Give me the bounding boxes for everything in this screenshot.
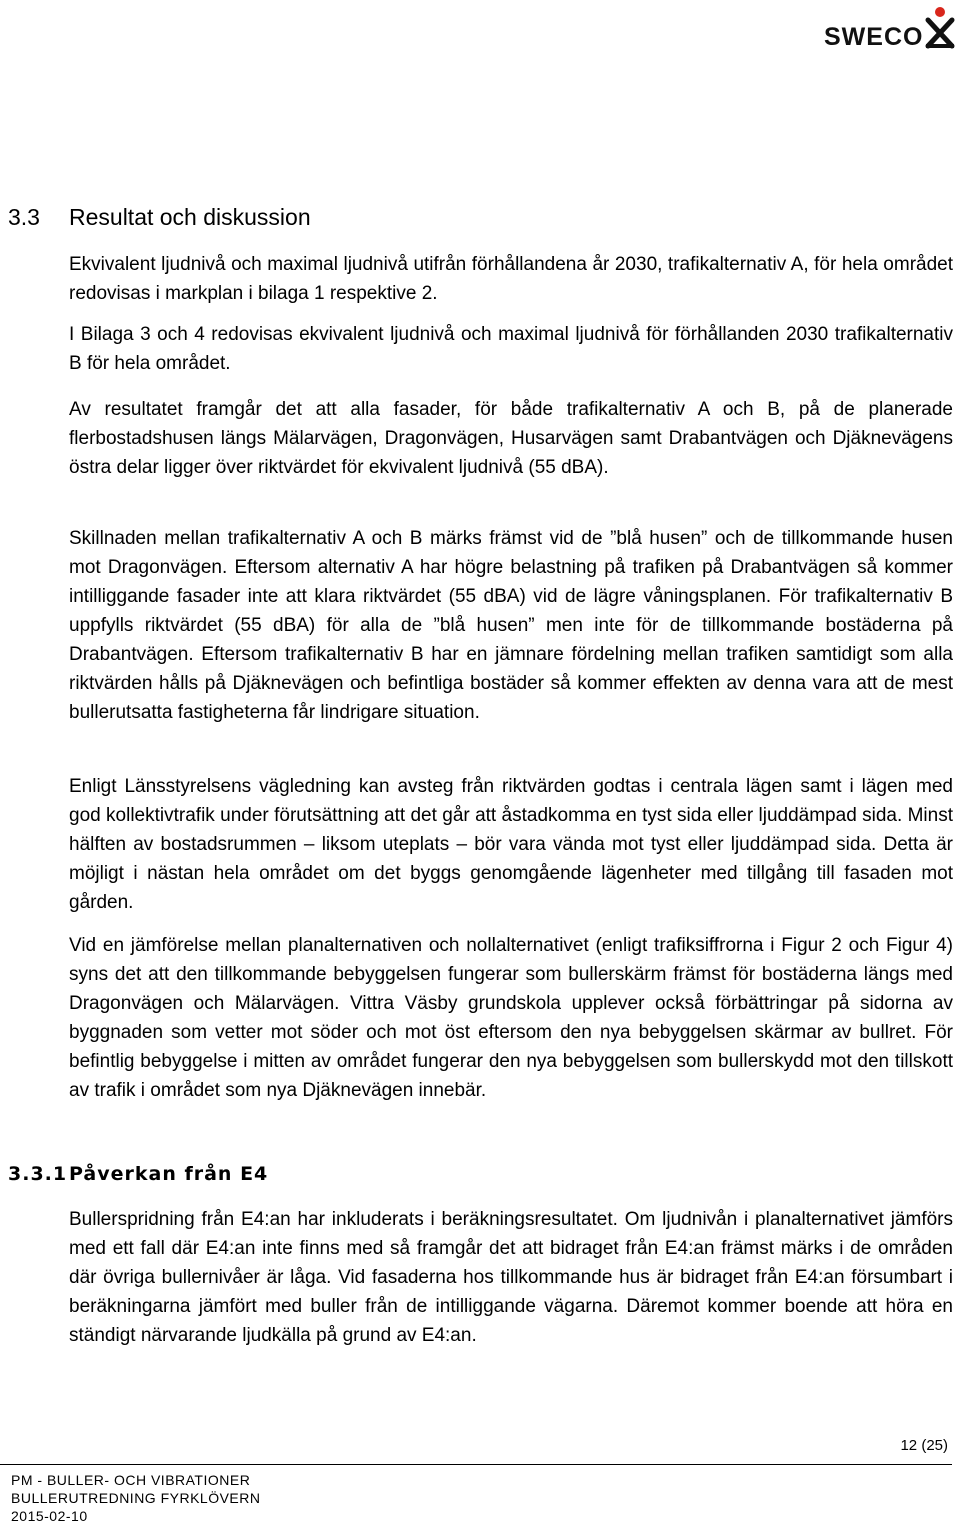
subsection-title: Påverkan från E4	[69, 1163, 269, 1185]
paragraph: Ekvivalent ljudnivå och maximal ljudnivå utifrån förhållandena år 2030, trafikalternativ A, för hela området redovisas i markplan i bilaga 1 respektive 2.	[69, 254, 953, 304]
footer	[11, 1471, 261, 1525]
paragraph: Bullerspridning från E4:an har inkluderats i beräkningsresultatet. Om ljudnivån i planalternativet jämförs med ett fall där E4:an inte finns med så framgår det att bidraget från E4:an främst märks i de områden där övriga bullernivåer är låga. Vid fasaderna hos tillkommande hus är bidraget från E4:an försumbart i beräkningarna jämfört med buller från de intilliggande vägarna. Däremot kommer boende att höra en ständigt närvarande ljudkälla på grund av E4:an.	[69, 1209, 953, 1346]
footer-document-type: PM - BULLER- OCH VIBRATIONER	[11, 1472, 251, 1488]
section-title: Resultat och diskussion	[69, 204, 311, 230]
logo-wordmark: SWECO	[824, 23, 924, 51]
page-number: 12 (25)	[900, 1437, 948, 1454]
footer-divider	[0, 1464, 952, 1465]
paragraph: Skillnaden mellan trafikalternativ A och B märks främst vid de ”blå husen” och de tillkommande husen mot Dragonvägen. Eftersom alternativ A har högre belastning på trafiken på Drabantvägen så kommer intilliggande fasader inte att klara riktvärdet (55 dBA) vid de lägre våningsplanen. För trafikalternativ B uppfylls riktvärdet (55 dBA) för alla de ”blå husen” men inte för de tillkommande bostäderna på Drabantvägen. Eftersom trafikalternativ B har en jämnare fördelning mellan trafiken samtidigt som alla riktvärden hålls på Djäknevägen och befintliga bostäder så kommer effekten av denna vara att de mest bullerutsatta fastigheterna får lindrigare situation.	[69, 528, 953, 723]
paragraph: Av resultatet framgår det att alla fasader, för både trafikalternativ A och B, på de planerade flerbostadshusen längs Mälarvägen, Dragonvägen, Husarvägen samt Drabantvägen och Djäknevägens östra delar ligger över riktvärdet för ekvivalent ljudnivå (55 dBA).	[69, 399, 953, 478]
subsection-number: 3.3.1	[8, 1163, 68, 1185]
paragraph: Vid en jämförelse mellan planalternativen och nollalternativet (enligt trafiksiffrorna i Figur 2 och Figur 4) syns det att den tillkommande bebyggelsen fungerar som bullerskärm främst för bostäderna längs med Dragonvägen och Mälarvägen. Vittra Väsby grundskola upplever också förbättringar på sidorna av byggnaden som vetter mot söder och mot öst eftersom den nya bebyggelsen skärmar av bullret. För befintlig bebyggelse i mitten av området fungerar den nya bebyggelsen som bullerskydd mot den tillskott av trafik i området som nya Djäknevägen innebär.	[69, 935, 953, 1101]
section-number: 3.3	[8, 204, 40, 230]
sweco-logo	[820, 6, 960, 50]
paragraph: I Bilaga 3 och 4 redovisas ekvivalent ljudnivå och maximal ljudnivå för förhållanden 2030 trafikalternativ B för hela området.	[69, 324, 953, 374]
logo-figure-icon	[916, 6, 956, 50]
footer-date: 2015-02-10	[11, 1508, 88, 1524]
footer-document-title: BULLERUTREDNING FYRKLÖVERN	[11, 1490, 261, 1506]
paragraph: Enligt Länsstyrelsens vägledning kan avsteg från riktvärden godtas i centrala lägen samt i lägen med god kollektivtrafik under förutsättning att det går att åstadkomma en tyst sida eller ljuddämpad sida. Minst hälften av bostadsrummen – liksom uteplats – bör vara vända mot tyst eller ljuddämpad sida. Detta är möjligt i nästan hela området om det byggs genomgående lägenheter med tillgång till fasaden mot gården.	[69, 776, 953, 913]
